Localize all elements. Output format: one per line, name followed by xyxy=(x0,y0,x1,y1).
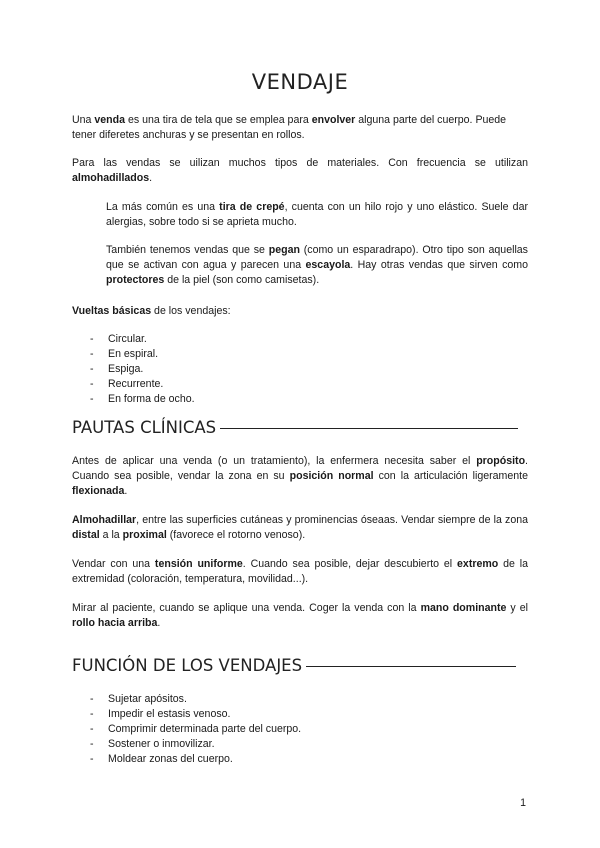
list-item: - Circular. xyxy=(72,332,195,347)
intro-paragraph-2: Para las vendas se uilizan muchos tipos de materiales. Con frecuencia se utilizan almohadillados. xyxy=(72,157,528,184)
section-heading-pautas: PAUTAS CLÍNICAS xyxy=(72,418,518,437)
list-item: - Impedir el estasis venoso. xyxy=(72,707,301,722)
vueltas-list xyxy=(72,332,195,407)
heading-rule xyxy=(306,666,516,668)
heading-rule xyxy=(220,428,518,430)
pautas-paragraph-3: Vendar con una tensión uniforme. Cuando sea posible, dejar descubierto el extremo de la extremidad (coloración, temperatura, movilidad...). xyxy=(72,558,528,585)
pautas-paragraph-1: Antes de aplicar una venda (o un tratamiento), la enfermera necesita saber el propósito. Cuando sea posible, vendar la zona en su posición normal con la articulación ligeramente flexionada. xyxy=(72,455,528,497)
intro-paragraph-5: Vueltas básicas de los vendajes: xyxy=(72,305,231,317)
list-item: - En espiral. xyxy=(72,347,195,362)
list-item: - Sostener o inmovilizar. xyxy=(72,737,301,752)
list-item: - Recurrente. xyxy=(72,377,195,392)
pautas-paragraph-4: Mirar al paciente, cuando se aplique una venda. Coger la venda con la mano dominante y el rollo hacia arriba. xyxy=(72,602,528,629)
intro-paragraph-3: La más común es una tira de crepé, cuenta con un hilo rojo y uno elástico. Suele dar alergias, sobre todo si se aprieta mucho. xyxy=(106,201,528,228)
list-item: - Sujetar apósitos. xyxy=(72,692,301,707)
funcion-list xyxy=(72,692,301,767)
pautas-paragraph-2: Almohadillar, entre las superficies cutáneas y prominencias óseaas. Vendar siempre de la zona distal a la proximal (favorece el rotorno venoso). xyxy=(72,514,528,541)
intro-paragraph-4: También tenemos vendas que se pegan (como un esparadrapo). Otro tipo son aquellas que se activan con agua y parecen una escayola. Hay otras vendas que sirven como protectores de la piel (son como camisetas). xyxy=(106,244,528,286)
list-item: - Moldear zonas del cuerpo. xyxy=(72,752,301,767)
list-item: - Comprimir determinada parte del cuerpo. xyxy=(72,722,301,737)
section-heading-funcion: FUNCIÓN DE LOS VENDAJES xyxy=(72,656,516,675)
intro-paragraph-1: Una venda es una tira de tela que se emplea para envolver alguna parte del cuerpo. Puede tener diferetes anchuras y se presentan en rollos. xyxy=(72,114,507,141)
list-item: - En forma de ocho. xyxy=(72,392,195,407)
document-title: VENDAJE xyxy=(251,70,349,94)
page-number: 1 xyxy=(520,797,526,809)
list-item: - Espiga. xyxy=(72,362,195,377)
